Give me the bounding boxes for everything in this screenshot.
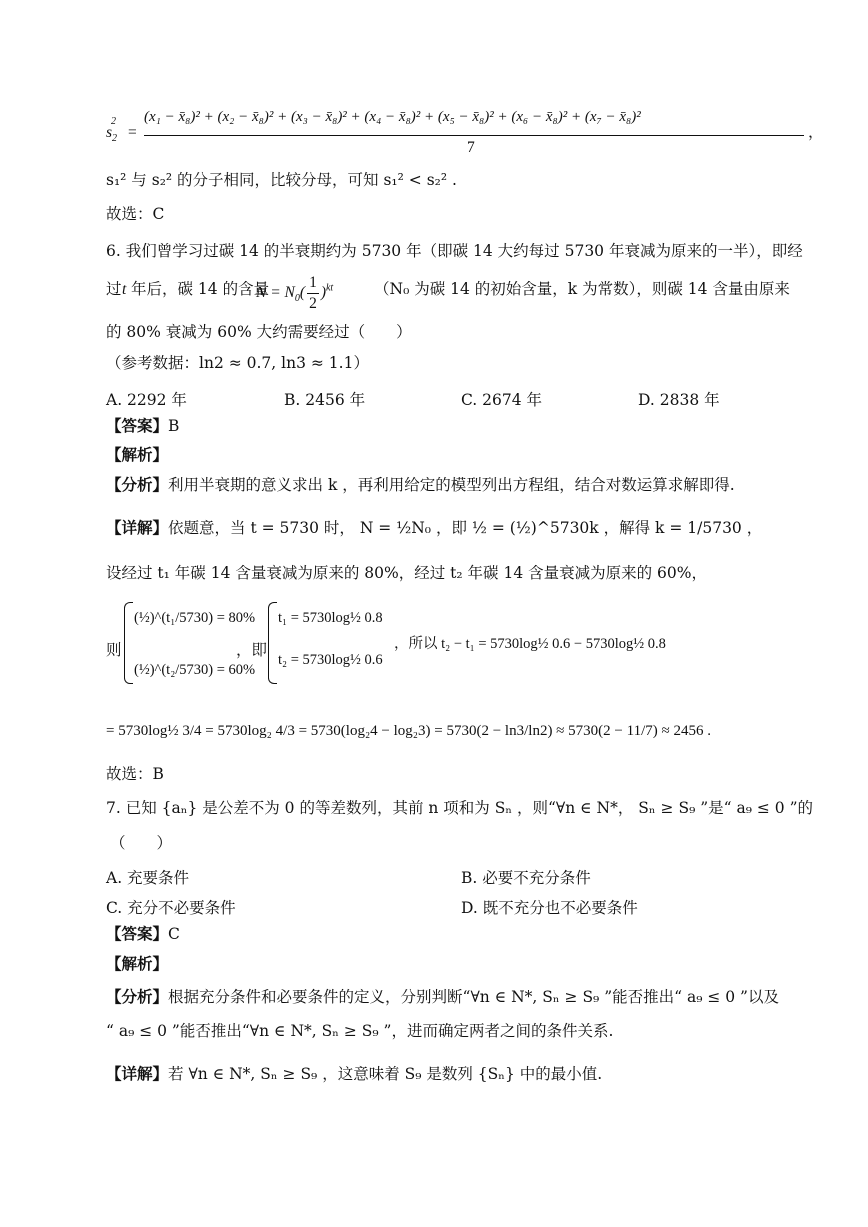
q6-stem-2a: 过 [106, 280, 122, 298]
q6-answer-label: 【答案】 [106, 416, 169, 435]
q7-stem-2: （ ） [110, 834, 173, 852]
q7-option-b: B. 必要不充分条件 [461, 869, 591, 887]
q7-fenxi-2: “ a₉ ≤ 0 ”能否推出“∀n ∈ N*, Sₙ ≥ S₉ ”，进而确定两者之间的条件关系. [106, 1022, 614, 1040]
q6-option-b: B. 2456 年 [284, 391, 366, 409]
q5-answer-pick: 故选：C [106, 205, 165, 223]
q6-option-a: A. 2292 年 [106, 391, 187, 409]
q6-decay-formula: $N = N_0$( $\frac{1}{2}$ )$^{kt}$ [256, 274, 334, 312]
q6-system-suffix: ，所以 t₂ − t₁ = 5730log½ 0.6 − 5730log½ 0.8 [394, 636, 666, 652]
q6-system-row-2: (½)^(t₂/5730) = 60% [134, 662, 256, 678]
q6-fenxi-label: 【分析】 [106, 475, 169, 494]
q6-stem-2d: （N₀ 为碳 14 的初始含量，k 为常数），则碳 14 含量由原来 [374, 280, 790, 298]
q6-system2-prefix: ，即 [236, 641, 268, 659]
q6-system-brace-2 [268, 602, 277, 684]
q6-stem-2b: t [122, 281, 127, 298]
q6-xiangjie-2: 设经过 t₁ 年碳 14 含量衰减为原来的 80%，经过 t₂ 年碳 14 含量衰减为原来的 60%， [106, 564, 708, 582]
q6-answer-value: B [168, 417, 180, 435]
s2-fraction-bar [144, 135, 804, 136]
q6-system-row-1: (½)^(t₁/5730) = 80% [134, 610, 256, 626]
q7-answer-value: C [168, 925, 180, 943]
q7-stem-1: 7. 已知 {aₙ} 是公差不为 0 的等差数列，其前 n 项和为 Sₙ ，则“∀n ∈ N*， Sₙ ≥ S₉ ”是“ a₉ ≤ 0 ”的 [106, 799, 814, 817]
s2-denominator: 7 [467, 139, 475, 156]
q6-system-prefix: 则 [106, 641, 122, 659]
q6-option-c: C. 2674 年 [461, 391, 543, 409]
q6-stem-3: 的 80% 衰减为 60% 大约需要经过（ ） [106, 323, 412, 341]
q6-xiangjie-1-text: 依题意，当 t = 5730 时， N = ½N₀ ，即 ½ = (½)^5730k ，解得 k = 1/5730 ， [168, 519, 763, 537]
s2-lhs: $s_2^2$ [106, 115, 118, 145]
q7-xiangjie-label: 【详解】 [106, 1064, 169, 1083]
q7-fenxi-1 [106, 989, 779, 1006]
q7-fenxi-label: 【分析】 [106, 987, 169, 1006]
q7-answer-label: 【答案】 [106, 924, 169, 943]
q6-xiangjie-1 [106, 520, 762, 537]
q6-chain: = 5730log½ 3/4 = 5730log₂ 4/3 = 5730(log₂4 − log₂3) = 5730(2 − ln3/ln2) ≈ 5730(2 − 11/7) ≈ 2456 . [106, 723, 711, 739]
q7-xiangjie-1 [106, 1066, 602, 1083]
compare-line: s₁² 与 s₂² 的分子相同，比较分母，可知 s₁² < s₂² . [106, 171, 457, 189]
q6-option-d: D. 2838 年 [638, 391, 720, 409]
q7-answer [106, 926, 180, 943]
q6-system-brace-1 [124, 602, 133, 684]
q6-system2-row-1: t₁ = 5730log½ 0.8 [278, 610, 383, 626]
s2-numerator: (x₁ − x̄₈)² + (x₂ − x̄₈)² + (x₃ − x̄₈)² + (x₄ − x̄₈)² + (x₅ − x̄₈)² + (x₆ − x̄₈)² + (x₇ − x̄₈)² [144, 109, 641, 125]
q6-ref-data: （参考数据：ln2 ≈ 0.7, ln3 ≈ 1.1） [106, 354, 369, 372]
q7-xiangjie-1-text: 若 ∀n ∈ N*, Sₙ ≥ S₉ ，这意味着 S₉ 是数列 {Sₙ} 中的最小值. [168, 1065, 603, 1083]
q6-stem-2c: 年后，碳 14 的含量 [131, 280, 270, 298]
q6-xiangjie-label: 【详解】 [106, 518, 169, 537]
q7-option-c: C. 充分不必要条件 [106, 899, 236, 917]
s2-tail: ， [808, 123, 824, 141]
q6-stem-1: 6. 我们曾学习过碳 14 的半衰期约为 5730 年（即碳 14 大约每过 5730 年衰减为原来的一半），即经 [106, 242, 803, 260]
q7-option-d: D. 既不充分也不必要条件 [461, 899, 638, 917]
q7-option-a: A. 充要条件 [106, 869, 190, 887]
q6-answer [106, 418, 179, 435]
q6-fenxi [106, 477, 735, 494]
q6-system2-row-2: t₂ = 5730log½ 0.6 [278, 652, 383, 668]
q7-fenxi-1-text: 根据充分条件和必要条件的定义，分别判断“∀n ∈ N*, Sₙ ≥ S₉ ”能否推出“ a₉ ≤ 0 ”以及 [168, 988, 779, 1006]
equals-sign: = [128, 124, 137, 141]
q6-fenxi-text: 利用半衰期的意义求出 k ，再利用给定的模型列出方程组，结合对数运算求解即得. [168, 476, 735, 494]
q6-final-pick: 故选：B [106, 765, 164, 783]
q6-system [106, 598, 726, 688]
q7-analysis-label: 【解析】 [106, 954, 169, 973]
q6-analysis-label: 【解析】 [106, 445, 169, 464]
